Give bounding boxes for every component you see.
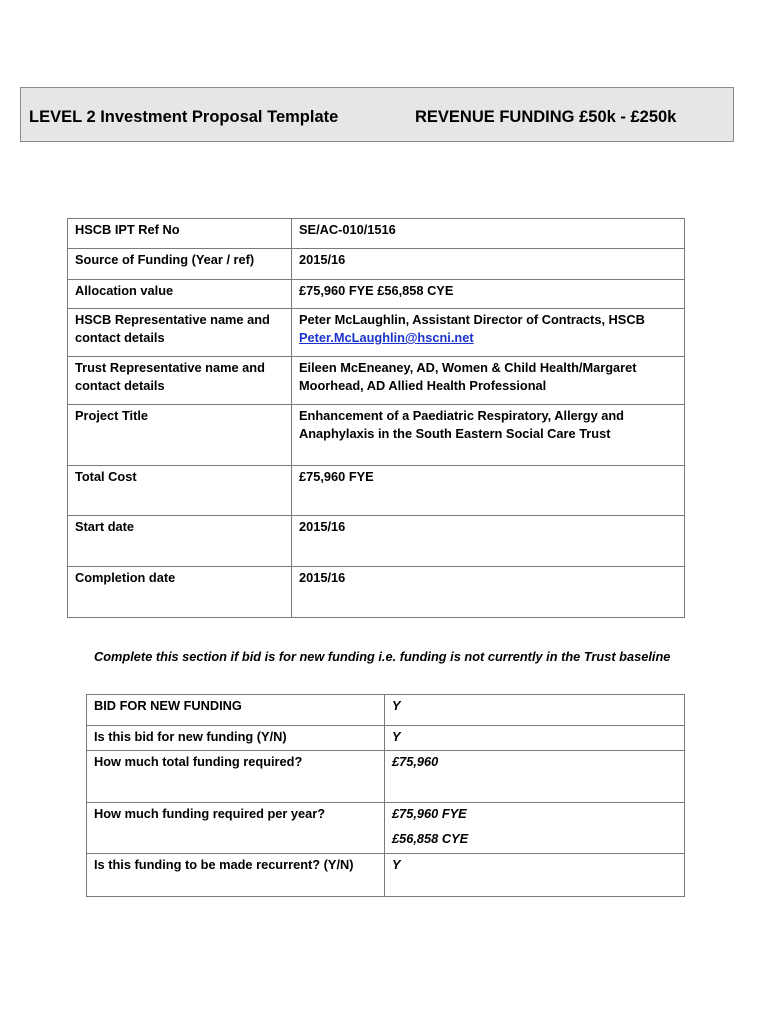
row-label: Source of Funding (Year / ref) [68, 249, 292, 280]
cye-value: £56,858 CYE [392, 831, 469, 846]
new-funding-bid-table [86, 694, 685, 897]
funding-range-title: REVENUE FUNDING £50k - £250k [415, 108, 677, 126]
table-row [87, 695, 685, 726]
table-row [68, 516, 685, 567]
row-value: 2015/16 [292, 249, 685, 280]
row-label: HSCB Representative name and contact details [68, 309, 292, 357]
row-label: Completion date [68, 567, 292, 618]
table-row [68, 357, 685, 405]
document-header [20, 87, 734, 142]
row-label: Total Cost [68, 466, 292, 516]
row-value [292, 309, 685, 357]
row-label: BID FOR NEW FUNDING [87, 695, 385, 726]
proposal-info-table [67, 218, 685, 618]
row-label: Is this bid for new funding (Y/N) [87, 726, 385, 751]
row-value: SE/AC-010/1516 [292, 219, 685, 249]
row-label: Trust Representative name and contact details [68, 357, 292, 405]
table-row [68, 309, 685, 357]
row-value: £75,960 FYE [292, 466, 685, 516]
document-title: LEVEL 2 Investment Proposal Template [29, 108, 339, 126]
row-label: Is this funding to be made recurrent? (Y/N) [87, 854, 385, 897]
row-value: Y [385, 726, 685, 751]
table-row [87, 803, 685, 854]
row-value [385, 803, 685, 854]
hscb-rep-email-link[interactable]: Peter.McLaughlin@hscni.net [299, 330, 474, 345]
row-value: £75,960 FYE £56,858 CYE [292, 280, 685, 309]
table-row [87, 751, 685, 803]
row-value: £75,960 [385, 751, 685, 803]
table-row [68, 219, 685, 249]
row-value: 2015/16 [292, 516, 685, 567]
row-label: Project Title [68, 405, 292, 466]
table-row [68, 280, 685, 309]
new-funding-instruction: Complete this section if bid is for new funding i.e. funding is not currently in the Trust baseline [94, 649, 671, 664]
row-label: Allocation value [68, 280, 292, 309]
table-row [87, 854, 685, 897]
fye-value: £75,960 FYE [392, 806, 467, 821]
table-row [68, 249, 685, 280]
row-label: HSCB IPT Ref No [68, 219, 292, 249]
table-row [68, 405, 685, 466]
row-label: How much total funding required? [87, 751, 385, 803]
row-value: Eileen McEneaney, AD, Women & Child Health/Margaret Moorhead, AD Allied Health Professional [292, 357, 685, 405]
row-value: 2015/16 [292, 567, 685, 618]
row-label: Start date [68, 516, 292, 567]
row-value: Y [385, 854, 685, 897]
row-value: Enhancement of a Paediatric Respiratory, Allergy and Anaphylaxis in the South Eastern Social Care Trust [292, 405, 685, 466]
table-row [87, 726, 685, 751]
table-row [68, 466, 685, 516]
table-row [68, 567, 685, 618]
row-label: How much funding required per year? [87, 803, 385, 854]
row-value: Y [385, 695, 685, 726]
hscb-rep-text: Peter McLaughlin, Assistant Director of Contracts, HSCB [299, 312, 645, 327]
